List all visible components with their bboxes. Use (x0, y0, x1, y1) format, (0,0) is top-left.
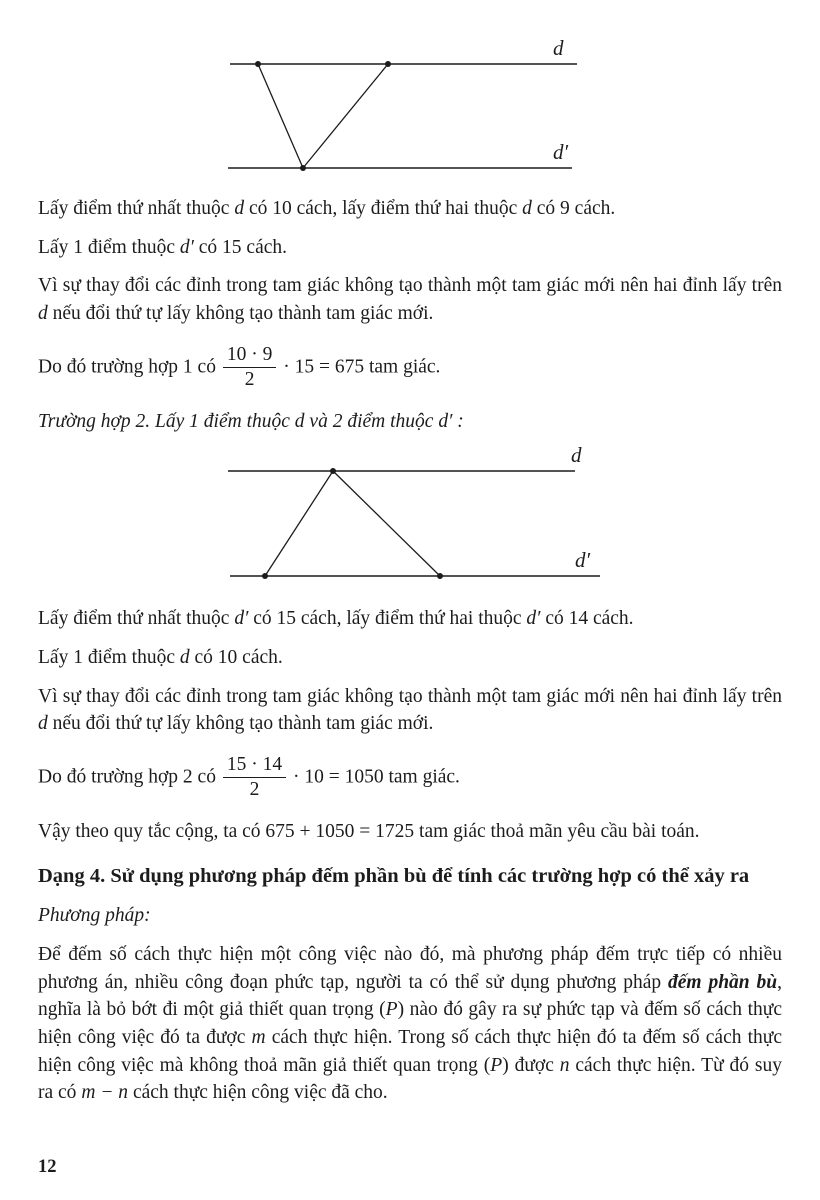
text-run: , nghĩa là bỏ bớt đi một giả thiết quan trọng ( (38, 971, 782, 1021)
text-run: nếu đổi thứ tự lấy không tạo thành tam giác mới. (47, 713, 434, 735)
case1-text-block (38, 195, 782, 435)
case2-step2 (38, 644, 782, 672)
vertex-point (385, 61, 391, 67)
text-run: có 14 cách. (540, 608, 634, 630)
case1-step2 (38, 234, 782, 262)
text-run: Vì sự thay đổi các đỉnh trong tam giác không tạo thành một tam giác mới nên hai đỉnh lấy trên (38, 685, 782, 707)
fraction-denominator: 2 (244, 369, 255, 391)
text-run: Lấy điểm thứ nhất thuộc (38, 198, 235, 219)
triangle-edge (258, 64, 303, 168)
text-run: có 9 cách. (531, 198, 616, 219)
line-d-prime-label: d′ (553, 140, 569, 164)
text-run: P (385, 999, 398, 1021)
text-run: d (38, 303, 48, 325)
fraction (221, 754, 288, 802)
fraction-numerator: 10 · 9 (223, 344, 277, 368)
text-run: Lấy điểm thứ nhất thuộc (38, 608, 235, 630)
text-run: cách thực hiện. Trong số cách thực hiện đó ta đếm số cách thực hiện công việc mà không thoả mãn giả thiết quan trọng ( (38, 1027, 782, 1076)
fraction-denominator: 2 (249, 779, 260, 801)
text-run: d′ (526, 608, 541, 630)
conclusion (38, 818, 782, 846)
text-run: n (559, 1054, 570, 1076)
method-paragraph (38, 941, 782, 1107)
text-run: d (234, 198, 245, 219)
text-run: d (179, 646, 190, 668)
text-run: cách thực hiện. Từ đó suy ra có (38, 1054, 782, 1104)
text-run: và 2 điểm thuộc (304, 410, 439, 432)
line-d-label: d (553, 36, 564, 60)
vertex-point (300, 165, 306, 171)
case1-note (38, 272, 782, 327)
text-run: d′ (234, 608, 249, 630)
vertex-point (255, 61, 261, 67)
text-run: m − n (81, 1082, 129, 1104)
text-run: 675 + 1050 = 1725 (265, 820, 415, 842)
text-run: ) được (502, 1054, 560, 1076)
diagram-case1 (225, 34, 782, 184)
vertex-point (262, 573, 268, 579)
text-run: d (38, 713, 48, 735)
fraction-numerator: 15 · 14 (223, 754, 286, 778)
text-run: d′ (179, 236, 194, 258)
text-run: đếm phần bù (668, 971, 778, 993)
text-run: P (490, 1054, 503, 1076)
vertex-point (437, 573, 443, 579)
text-run: cách thực hiện công việc đã cho. (128, 1082, 388, 1104)
text-run: Phương pháp: (38, 905, 151, 927)
text-run: Lấy 1 điểm thuộc (38, 646, 180, 668)
text-run: Do đó trường hợp 1 có (38, 356, 221, 378)
text-run: tam giác thoả mãn yêu cầu bài toán. (414, 820, 700, 842)
text-run: · 10 = 1050 (288, 766, 384, 788)
text-run: d (522, 198, 532, 219)
text-run: nếu đổi thứ tự lấy không tạo thành tam giác mới. (47, 303, 434, 325)
text-run: d (294, 410, 305, 432)
case2-title (38, 408, 782, 436)
triangle-edge (303, 64, 388, 168)
diagram-case2 (225, 446, 782, 594)
text-run: Trường hợp 2. Lấy 1 điểm thuộc (38, 410, 295, 432)
case2-result (38, 754, 782, 802)
vertex-point (330, 468, 336, 474)
triangle-diagram-case2 (225, 446, 605, 594)
text-run: : (452, 410, 464, 432)
line-d-label: d (571, 446, 582, 468)
text-run: có 15 cách, lấy điểm thứ hai thuộc (248, 608, 527, 630)
text-run: d′ (438, 410, 453, 432)
text-run: · 15 = 675 (278, 356, 365, 378)
case1-result (38, 344, 782, 392)
text-run: Vậy theo quy tắc cộng, ta có (38, 820, 266, 842)
case2-and-dang4-text-block (38, 605, 782, 1107)
text-run: m (251, 1027, 266, 1048)
line-d-prime-label: d′ (575, 548, 591, 573)
text-run: có 10 cách, lấy điểm thứ hai thuộc (244, 198, 523, 219)
text-run: tam giác. (383, 766, 460, 788)
text-run: có 10 cách. (189, 646, 283, 668)
method-label (38, 902, 782, 930)
text-run: Lấy 1 điểm thuộc (38, 236, 180, 258)
case2-note (38, 683, 782, 738)
triangle-edge (333, 471, 440, 576)
case1-step1 (38, 195, 782, 223)
text-run: ) nào đó gây ra sự phức tạp và đếm số cách thực hiện công việc đó ta được (38, 999, 782, 1048)
fraction (221, 344, 279, 392)
triangle-edge (265, 471, 333, 576)
text-run: Để đếm số cách thực hiện một công việc nào đó, mà phương pháp đếm trực tiếp có nhiều phương án, nhiều công đoạn phức tạp, người ta có thể sử dụng phương pháp (38, 943, 782, 993)
page-number: 12 (38, 1157, 57, 1177)
text-run: có 15 cách. (193, 236, 288, 258)
text-run: Do đó trường hợp 2 có (38, 766, 221, 788)
triangle-diagram-case1 (225, 34, 605, 184)
section-heading-dang4 (38, 862, 782, 891)
text-run: Vì sự thay đổi các đỉnh trong tam giác không tạo thành một tam giác mới nên hai đỉnh lấy trên (38, 275, 782, 297)
case2-step1 (38, 605, 782, 633)
text-run: tam giác. (364, 356, 441, 378)
text-run: Dạng 4. Sử dụng phương pháp đếm phần bù để tính các trường hợp có thể xảy ra (38, 864, 750, 887)
